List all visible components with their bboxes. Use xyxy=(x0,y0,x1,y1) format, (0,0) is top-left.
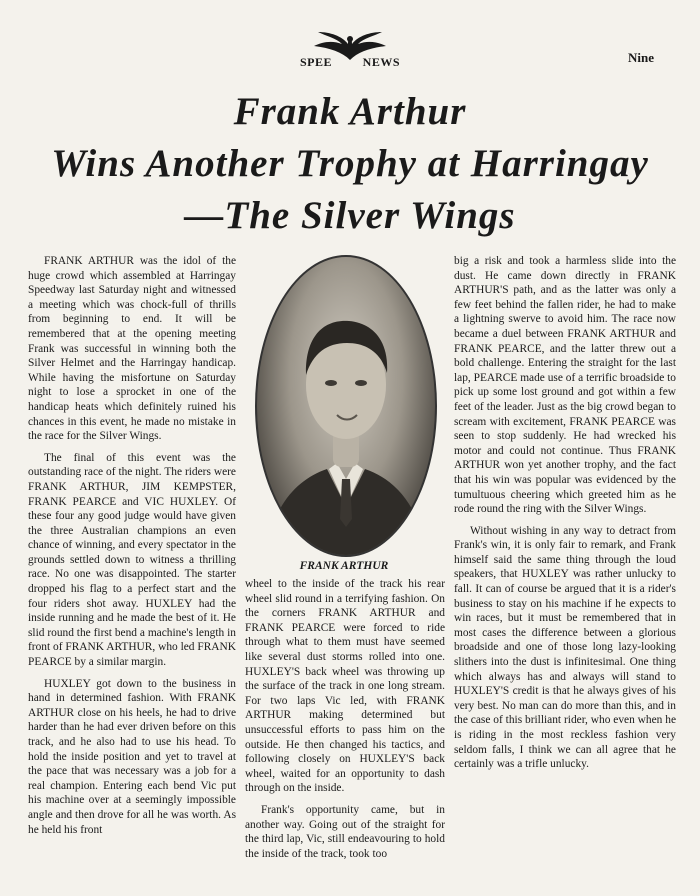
portrait-figure xyxy=(257,257,435,555)
headline-line-3: —The Silver Wings xyxy=(184,194,516,237)
masthead-right: NEWS xyxy=(362,55,400,69)
headline-line-1: Frank Arthur xyxy=(233,90,467,133)
headline xyxy=(0,86,700,242)
article-column-right xyxy=(454,254,676,779)
paragraph: big a risk and took a harmless slide into the dust. He came down directly in FRANK ARTHUR'S path, and as the latter was only a few feet behind the fallen rider, he had to make a lightning swerve to avoid him. The race now became a duel between FRANK ARTHUR and FRANK PEARCE, and the latter threw out a bold challenge. Entering the straight for the last lap, PEARCE made use of a terrific broadside to pick up some lost ground and got within a few feet of the leader. Just as the big crowd began to scream with excitement, FRANK PEARCE was seen to stop suddenly. He had wrecked his motor and could not continue. Thus FRANK ARTHUR won yet another trophy, and the fact that his win was popular was evidenced by the tumultuous cheering which greeted him as he rode round the ring with the Silver Wings. xyxy=(454,255,676,516)
masthead-left: SPEE xyxy=(300,55,333,69)
article-column-middle xyxy=(245,577,445,868)
headline-line-2: Wins Another Trophy at Harringay xyxy=(51,142,649,185)
paragraph: Frank's opportunity came, but in another way. Going out of the straight for the third lap, Vic, still endeavouring to hold the inside of the track, took too xyxy=(245,803,445,860)
masthead xyxy=(300,30,400,74)
page-number: Nine xyxy=(628,50,654,65)
article-column-left xyxy=(28,254,236,844)
photo-caption: FRANK ARTHUR xyxy=(299,560,389,572)
paragraph: Without wishing in any way to detract from Frank's win, it is only fair to remark, and Frank himself said the same thing through the loud speakers, that HUXLEY was rather unlucky to fall. It can of course be argued that it is a rider's business to stay on his machine if he expects to win races, but it must be remembered that in most cases the difference between a glorious broadside and one of those long lazy-looking slithers into the dust is infinitesimal. One thing which always has and always will stand to HUXLEY'S credit is that he always gives of his very best. No man can do more than this, and in the case of this brilliant rider, who even when he is riding in the most reckless fashion very seldom falls, I think we can all agree that he certainly was a trifle unlucky. xyxy=(454,524,676,771)
paragraph: FRANK ARTHUR was the idol of the huge crowd which assembled at Harringay Speedway last Saturday night and witnessed a meeting which was chock-full of thrills from beginning to end. It will be remembered that at the opening meeting Frank was successful in winning both the Silver Helmet and the Harringay handicap. While having the misfortune on Saturday night to lose a sprocket in one of the handicap heats which definitely ruined his chances in this event, he made no mistake in the race for the Silver Wings. xyxy=(28,255,236,443)
paragraph: wheel to the inside of the track his rear wheel slid round in a terrifying fashion. On the corners FRANK ARTHUR and FRANK PEARCE were forced to ride through what to them must have seemed like several dust storms rolled into one. HUXLEY'S back wheel was throwing up the surface of the track in one long stream. For two laps Vic led, with FRANK ARTHUR making determined but unsuccessful efforts to pass him on the outside. He then changed his tactics, and following closely on HUXLEY'S back wheel, waited for an opportunity to dash through on the inside. xyxy=(245,578,445,795)
portrait-photo xyxy=(255,255,437,557)
paragraph: HUXLEY got down to the business in hand in determined fashion. With FRANK ARTHUR close on his heels, he had to drive harder than he had ever driven before on this track, and he also had to use his head. To hold the inside position and yet to travel at the pace that was necessary was a job for a real champion. Entering each bend Vic put his machine over at a seemingly impossible angle and then drove for all he was worth. As he held his front xyxy=(28,677,236,836)
paragraph: The final of this event was the outstanding race of the night. The riders were FRANK ARTHUR, JIM KEMPSTER, FRANK PEARCE and VIC HUXLEY. Of these four any good judge would have given the three Australian champions an even chance of winning, and every spectator in the grounds settled down to witness a thrilling race. No one was disappointed. The starter dropped his flag to a perfect start and the four riders shot away. HUXLEY had the inside running and he made the best of it. He slid round the first bend a machine's length in front of FRANK ARTHUR, who led FRANK PEARCE by a similar margin. xyxy=(28,451,236,669)
